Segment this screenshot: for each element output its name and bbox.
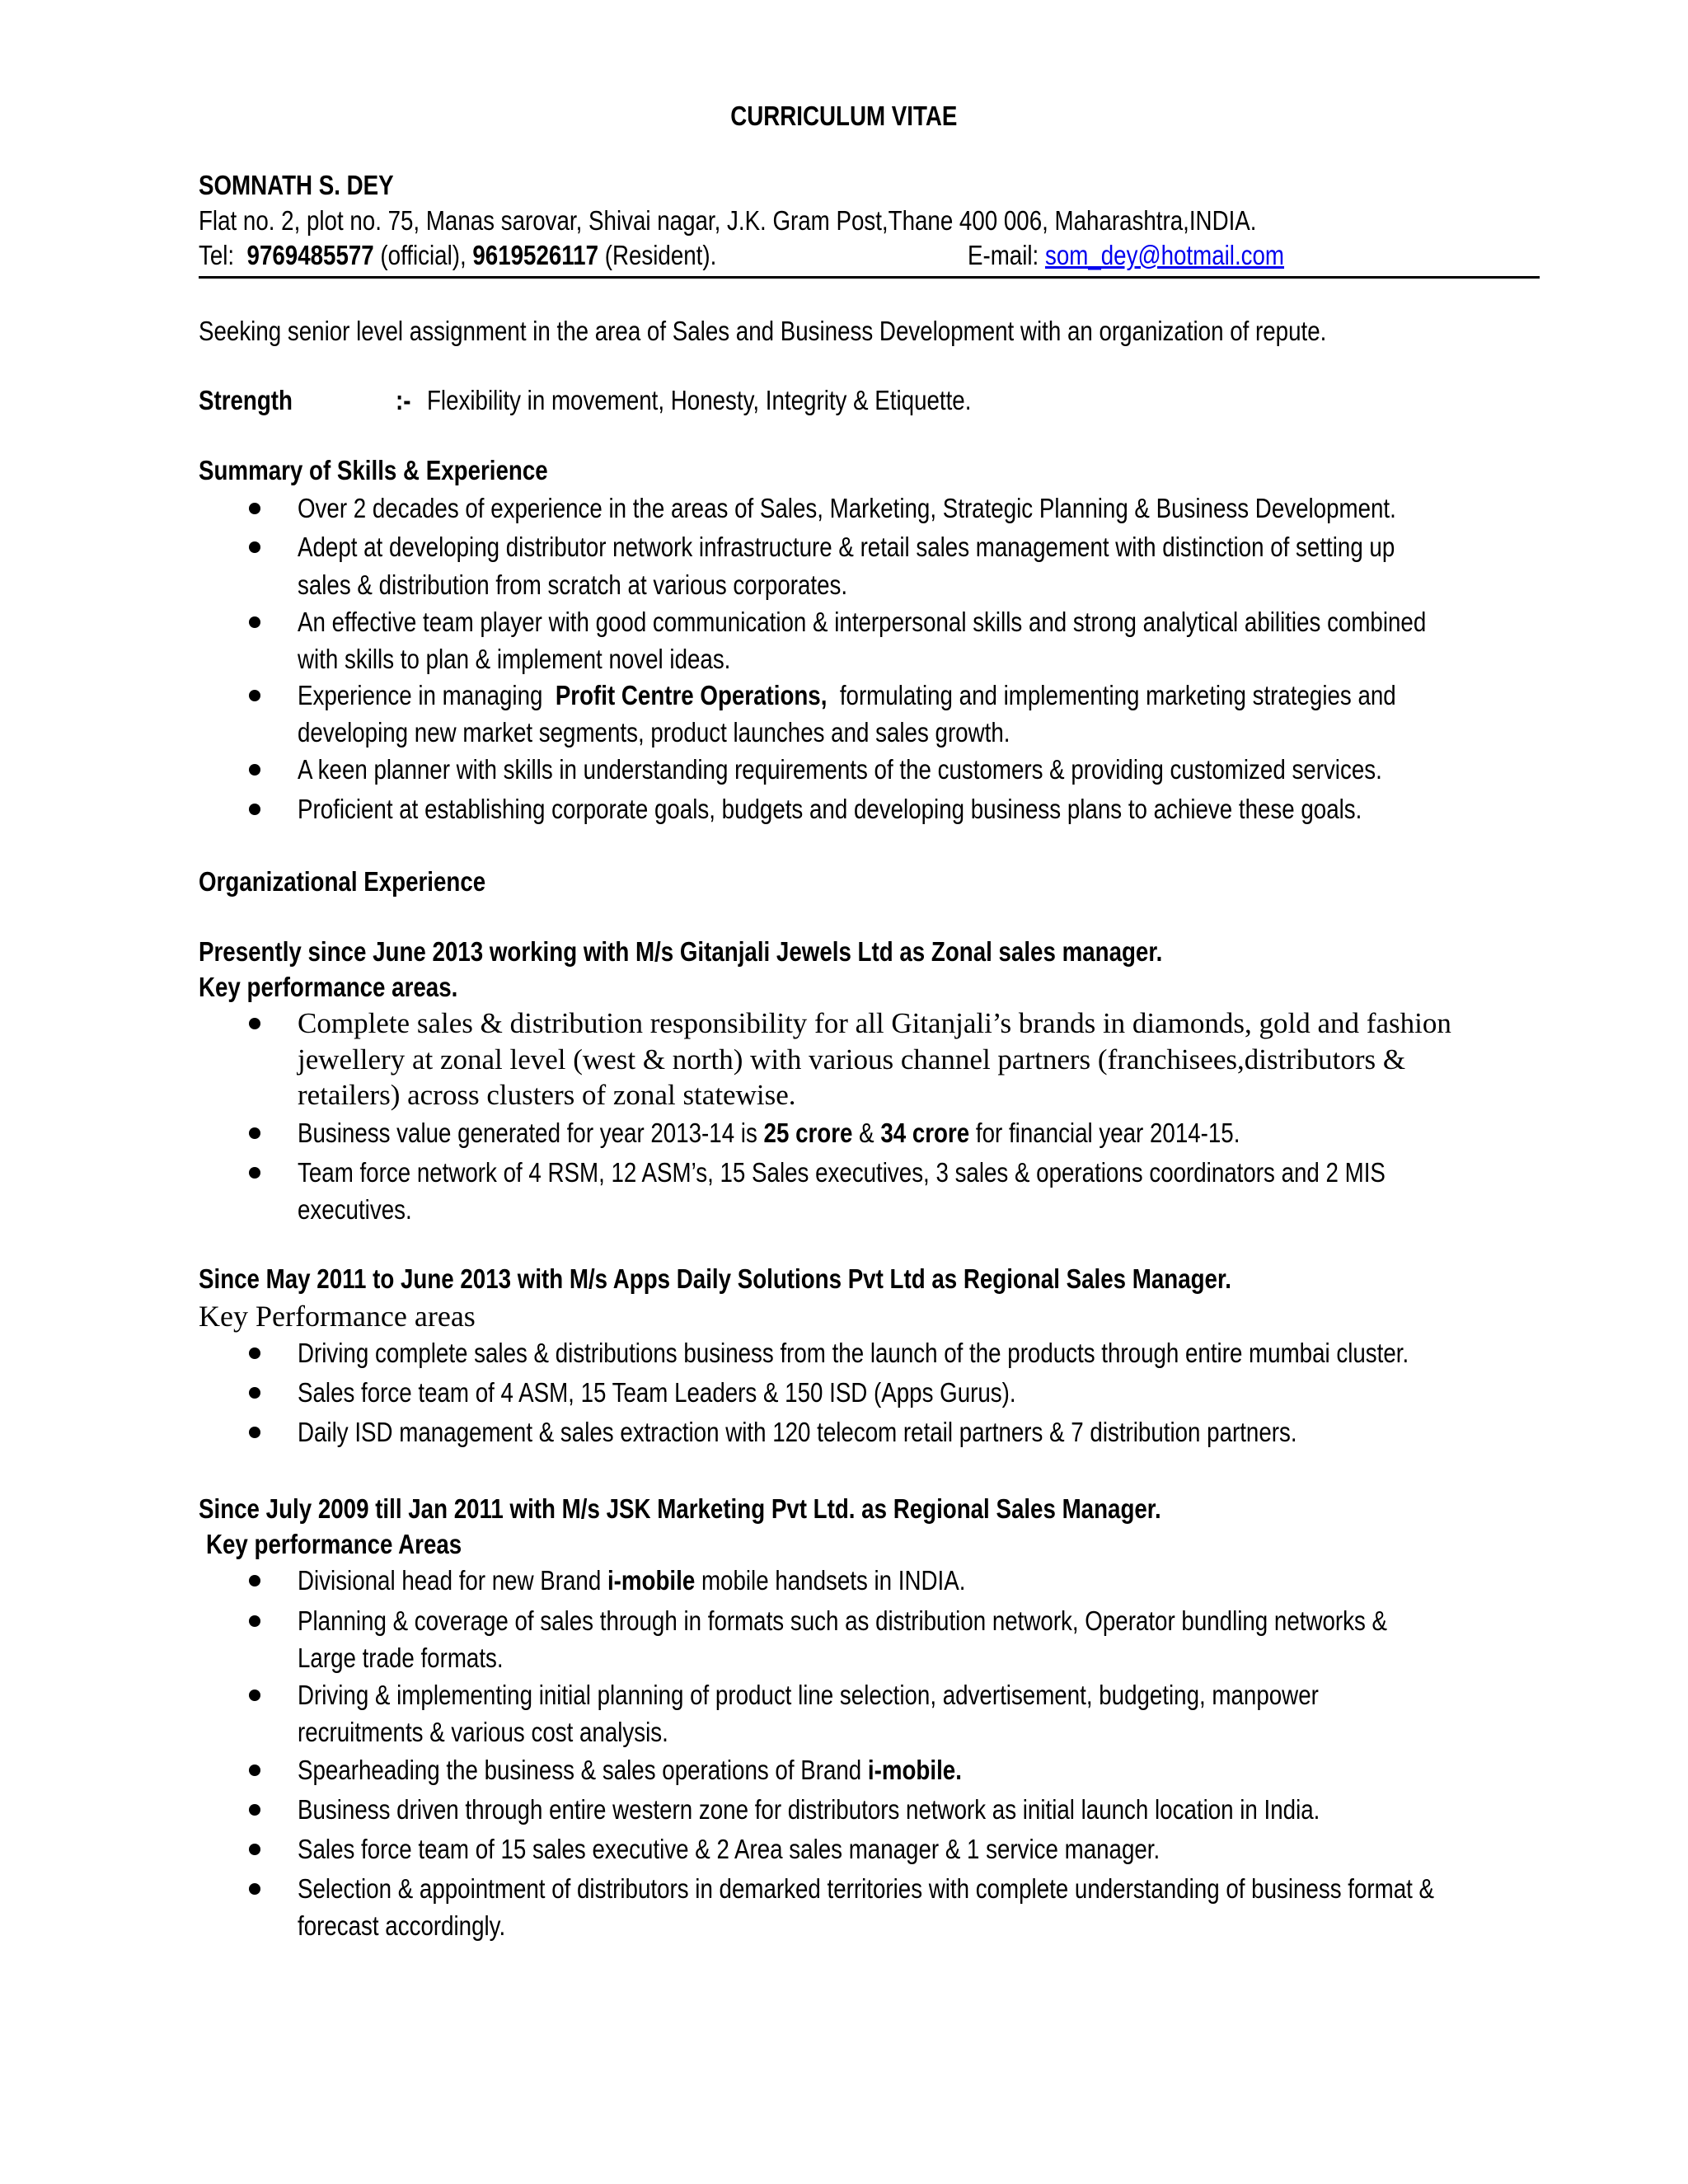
experience-heading: Organizational Experience: [199, 866, 486, 897]
bullet-icon: [249, 1690, 260, 1701]
bullet-icon: [249, 1844, 260, 1855]
strength-separator: :-: [396, 385, 411, 415]
address: Flat no. 2, plot no. 75, Manas sarovar, Shivai nagar, J.K. Gram Post,Thane 400 006, Maharashtra,INDIA.: [199, 205, 1257, 236]
list-item-continuation: executives.: [298, 1194, 412, 1225]
list-item: Selection & appointment of distributors in demarked territories with complete understanding of business format &: [298, 1873, 1435, 1904]
phone-line: Tel: 9769485577 (official), 9619526117 (Resident).: [199, 240, 717, 270]
bullet-icon: [249, 1575, 260, 1586]
strength-text: Flexibility in movement, Honesty, Integrity & Etiquette.: [427, 385, 972, 415]
list-item: Complete sales & distribution responsibility for all Gitanjali’s brands in diamonds, gold and fashion: [298, 1007, 1451, 1039]
bullet-icon: [249, 616, 260, 628]
bullet-icon: [249, 804, 260, 815]
phone-official: 9769485577: [246, 240, 374, 270]
list-item-continuation: with skills to plan & implement novel ideas.: [298, 644, 731, 674]
header-divider: [199, 276, 1540, 279]
list-item: Spearheading the business & sales operations of Brand i-mobile.: [298, 1755, 962, 1785]
list-item: Sales force team of 15 sales executive & 2 Area sales manager & 1 service manager.: [298, 1834, 1160, 1864]
list-item: Proficient at establishing corporate goals, budgets and developing business plans to achieve these goals.: [298, 794, 1362, 824]
list-item: Experience in managing Profit Centre Operations, formulating and implementing marketing strategies and: [298, 680, 1396, 710]
list-item-continuation: developing new market segments, product launches and sales growth.: [298, 717, 1010, 748]
bullet-icon: [249, 1127, 260, 1139]
job-title: Since May 2011 to June 2013 with M/s Apps Daily Solutions Pvt Ltd as Regional Sales Manager.: [199, 1263, 1231, 1294]
list-item: Business driven through entire western zone for distributors network as initial launch location in India.: [298, 1794, 1320, 1825]
kpa-heading: Key performance Areas: [206, 1529, 462, 1559]
list-item-continuation: jewellery at zonal level (west & north) with various channel partners (franchisees,distributors &: [298, 1043, 1406, 1076]
candidate-name: SOMNATH S. DEY: [199, 170, 394, 200]
list-item: Team force network of 4 RSM, 12 ASM’s, 15 Sales executives, 3 sales & operations coordinators and 2 MIS: [298, 1157, 1386, 1188]
bullet-icon: [249, 541, 260, 553]
bullet-icon: [249, 1883, 260, 1895]
email-line: E-mail: som_dey@hotmail.com: [968, 240, 1285, 270]
bullet-icon: [249, 1018, 260, 1029]
kpa-heading: Key performance areas.: [199, 972, 458, 1002]
bullet-icon: [249, 1387, 260, 1399]
phone-resident: 9619526117: [472, 240, 599, 270]
bullet-icon: [249, 1167, 260, 1179]
list-item: Daily ISD management & sales extraction with 120 telecom retail partners & 7 distribution partners.: [298, 1417, 1297, 1447]
list-item: An effective team player with good communication & interpersonal skills and strong analytical abilities combined: [298, 607, 1427, 637]
job-title: Presently since June 2013 working with M/s Gitanjali Jewels Ltd as Zonal sales manager.: [199, 936, 1163, 967]
list-item: A keen planner with skills in understanding requirements of the customers & providing customized services.: [298, 754, 1382, 785]
list-item-continuation: Large trade formats.: [298, 1643, 504, 1673]
bullet-icon: [249, 1347, 260, 1359]
bullet-icon: [249, 764, 260, 776]
document-title: CURRICULUM VITAE: [730, 101, 958, 131]
list-item: Driving & implementing initial planning of product line selection, advertisement, budgeting, manpower: [298, 1680, 1319, 1710]
list-item: Over 2 decades of experience in the areas of Sales, Marketing, Strategic Planning & Business Development.: [298, 493, 1396, 523]
email-link[interactable]: som_dey@hotmail.com: [1044, 240, 1285, 270]
list-item: Planning & coverage of sales through in formats such as distribution network, Operator bundling networks &: [298, 1605, 1388, 1636]
bullet-icon: [249, 1427, 260, 1438]
list-item-continuation: forecast accordingly.: [298, 1910, 506, 1941]
list-item: Sales force team of 4 ASM, 15 Team Leaders & 150 ISD (Apps Gurus).: [298, 1377, 1016, 1408]
list-item: Driving complete sales & distributions business from the launch of the products through entire mumbai cluster.: [298, 1338, 1409, 1368]
bullet-icon: [249, 1615, 260, 1627]
objective: Seeking senior level assignment in the area of Sales and Business Development with an organization of repute.: [199, 316, 1327, 346]
kpa-heading: Key Performance areas: [199, 1300, 476, 1333]
strength-label: Strength: [199, 385, 293, 415]
list-item-continuation: sales & distribution from scratch at various corporates.: [298, 569, 848, 600]
list-item-continuation: recruitments & various cost analysis.: [298, 1717, 668, 1747]
bullet-icon: [249, 503, 260, 514]
list-item: Adept at developing distributor network infrastructure & retail sales management with distinction of setting up: [298, 532, 1395, 562]
bullet-icon: [249, 1765, 260, 1776]
bullet-icon: [249, 1804, 260, 1816]
job-title: Since July 2009 till Jan 2011 with M/s JSK Marketing Pvt Ltd. as Regional Sales Manager.: [199, 1493, 1161, 1524]
summary-heading: Summary of Skills & Experience: [199, 455, 548, 485]
list-item: Divisional head for new Brand i-mobile mobile handsets in INDIA.: [298, 1565, 966, 1596]
bullet-icon: [249, 690, 260, 701]
list-item: Business value generated for year 2013-14 is 25 crore & 34 crore for financial year 2014-15.: [298, 1118, 1240, 1148]
list-item-continuation: retailers) across clusters of zonal statewise.: [298, 1079, 796, 1111]
